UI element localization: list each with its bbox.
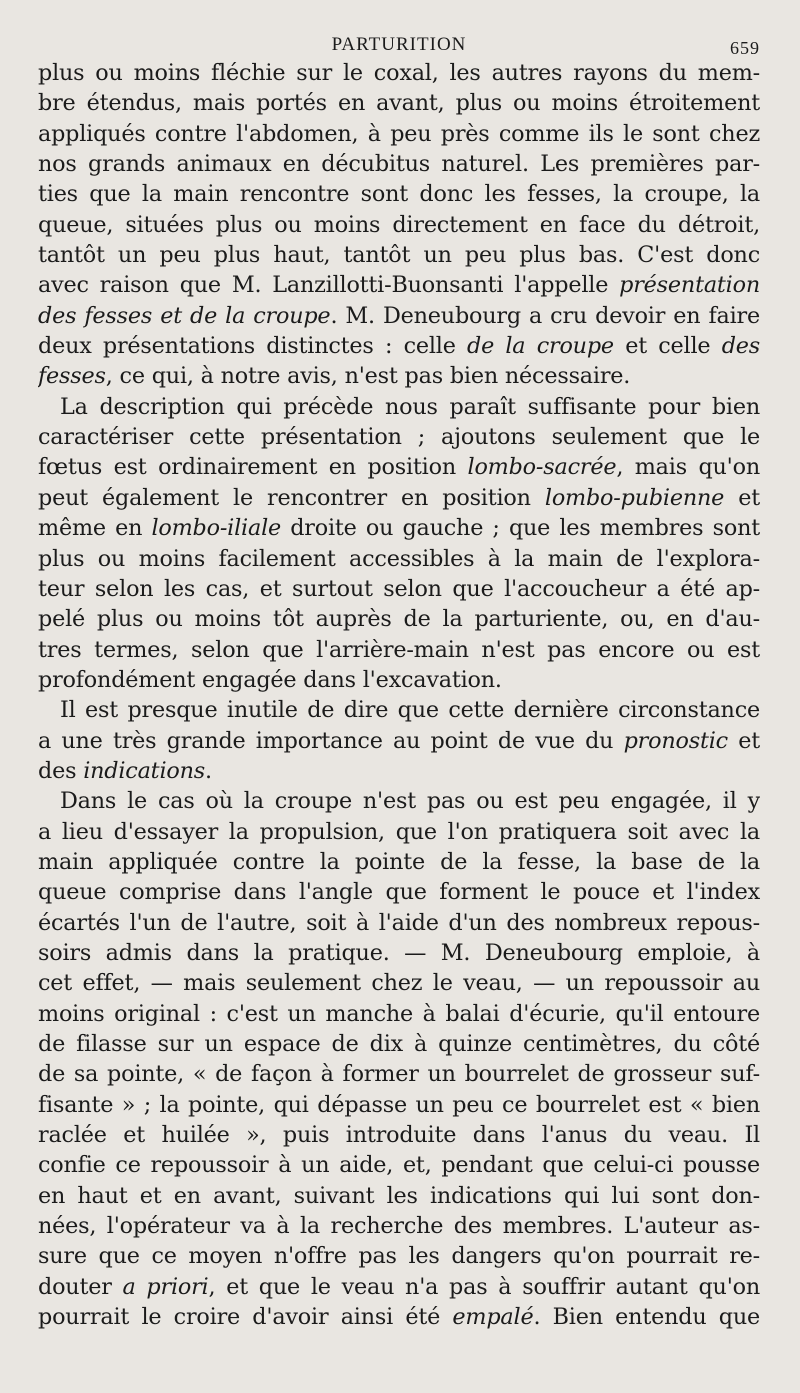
text-line: a une très grande importance au point de vue du pronostic et xyxy=(38,727,760,754)
text-line: fesses, ce qui, à notre avis, n'est pas bien nécessaire. xyxy=(38,363,631,390)
text-line: Dans le cas où la croupe n'est pas ou est peu engagée, il y xyxy=(60,788,760,815)
text-line: teur selon les cas, et surtout selon que l'accoucheur a été ap- xyxy=(38,575,760,602)
running-title: PARTURITION xyxy=(331,34,467,55)
text-line: tantôt un peu plus haut, tantôt un peu plus bas. C'est donc xyxy=(38,242,760,269)
text-line: pelé plus ou moins tôt auprès de la parturiente, ou, en d'au- xyxy=(38,606,760,633)
text-line: fœtus est ordinairement en position lombo-sacrée, mais qu'on xyxy=(38,454,760,481)
text-line: écartés l'un de l'autre, soit à l'aide d'un des nombreux repous- xyxy=(38,909,760,936)
text-line: sure que ce moyen n'offre pas les dangers qu'on pourrait re- xyxy=(38,1243,760,1270)
text-line: même en lombo-iliale droite ou gauche ; que les membres sont xyxy=(38,515,760,542)
body-text xyxy=(38,58,760,1332)
text-line: fisante » ; la pointe, qui dépasse un peu ce bourrelet est « bien xyxy=(38,1091,760,1118)
text-line: moins original : c'est un manche à balai d'écurie, qu'il entoure xyxy=(38,1000,760,1027)
text-line: en haut et en avant, suivant les indications qui lui sont don- xyxy=(38,1182,760,1209)
text-line: appliqués contre l'abdomen, à peu près comme ils le sont chez xyxy=(38,120,760,147)
text-line: plus ou moins fléchie sur le coxal, les autres rayons du mem- xyxy=(38,60,760,86)
paragraph xyxy=(38,695,760,786)
text-line: caractériser cette présentation ; ajoutons seulement que le xyxy=(38,424,760,451)
text-line: peut également le rencontrer en position lombo-pubienne et xyxy=(38,484,760,511)
paragraph xyxy=(38,58,760,392)
text-line: avec raison que M. Lanzillotti-Buonsanti l'appelle présentation xyxy=(38,272,760,299)
text-line: douter a priori, et que le veau n'a pas à souffrir autant qu'on xyxy=(38,1273,760,1300)
text-line: tres termes, selon que l'arrière-main n'est pas encore ou est xyxy=(38,636,760,663)
text-line: queue comprise dans l'angle que forment le pouce et l'index xyxy=(38,879,760,906)
text-line: cet effet, — mais seulement chez le veau, — un repoussoir au xyxy=(38,970,760,997)
text-line: des fesses et de la croupe. M. Deneubourg a cru devoir en faire xyxy=(38,302,760,329)
text-line: queue, situées plus ou moins directement en face du détroit, xyxy=(38,211,760,238)
text-line: nées, l'opérateur va à la recherche des membres. L'auteur as- xyxy=(38,1213,760,1240)
paragraph xyxy=(38,786,760,1332)
text-line: deux présentations distinctes : celle de la croupe et celle des xyxy=(38,333,760,360)
text-line: des indications. xyxy=(38,757,212,784)
text-line: nos grands animaux en décubitus naturel. Les premières par- xyxy=(38,151,760,178)
running-head xyxy=(38,30,760,58)
page-number: 659 xyxy=(730,38,760,58)
text-line: profondément engagée dans l'excavation. xyxy=(38,666,502,693)
text-line: confie ce repoussoir à un aide, et, pendant que celui-ci pousse xyxy=(38,1152,760,1179)
text-line: de sa pointe, « de façon à former un bourrelet de grosseur suf- xyxy=(38,1061,760,1088)
text-line: bre étendus, mais portés en avant, plus ou moins étroitement xyxy=(38,90,760,117)
text-line: soirs admis dans la pratique. — M. Deneubourg emploie, à xyxy=(38,939,760,966)
text-line: ties que la main rencontre sont donc les fesses, la croupe, la xyxy=(38,181,760,208)
text-line: de filasse sur un espace de dix à quinze centimètres, du côté xyxy=(38,1031,760,1057)
text-line: La description qui précède nous paraît suffisante pour bien xyxy=(60,393,760,420)
text-line: Il est presque inutile de dire que cette dernière circonstance xyxy=(60,697,760,724)
text-line: raclée et huilée », puis introduite dans l'anus du veau. Il xyxy=(38,1122,760,1149)
text-line: pourrait le croire d'avoir ainsi été empalé. Bien entendu que xyxy=(38,1304,760,1331)
paragraph xyxy=(38,392,760,695)
text-line: a lieu d'essayer la propulsion, que l'on pratiquera soit avec la xyxy=(38,818,760,845)
text-line: main appliquée contre la pointe de la fesse, la base de la xyxy=(38,848,760,875)
text-line: plus ou moins facilement accessibles à la main de l'explora- xyxy=(38,545,760,572)
